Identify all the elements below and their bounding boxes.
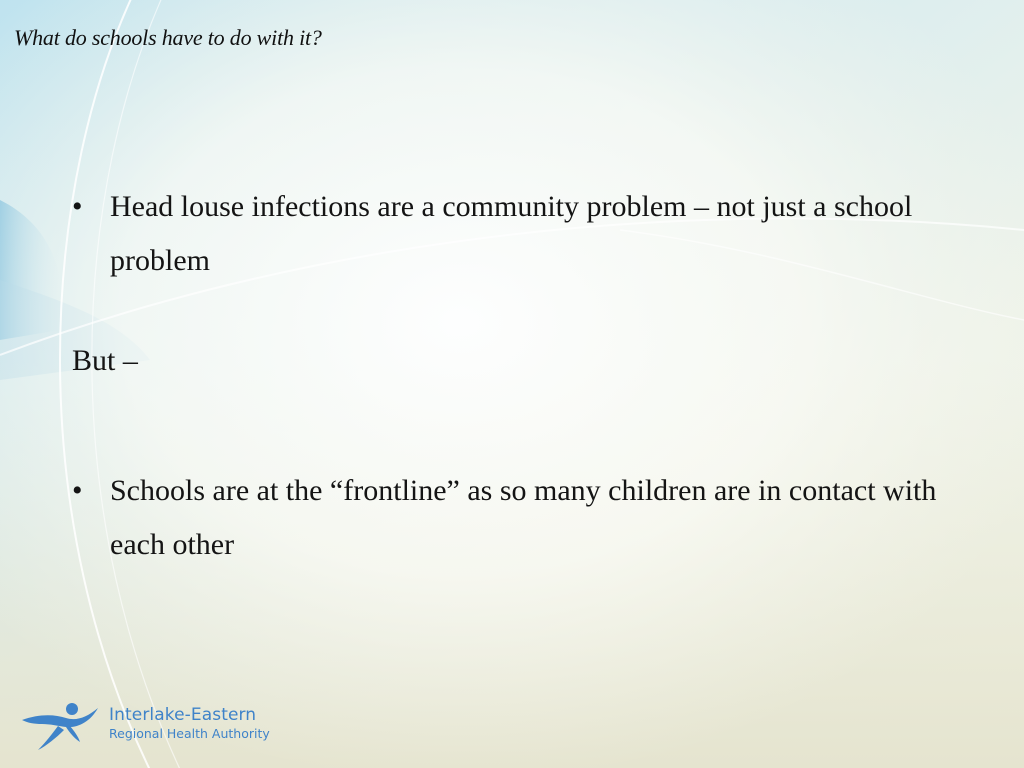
bullet-dot: • — [72, 190, 83, 223]
bullet-item — [72, 180, 972, 288]
logo-subtitle: Regional Health Authority — [109, 726, 270, 741]
logo-name: Interlake-Eastern — [109, 705, 257, 725]
running-figure-icon — [20, 700, 100, 752]
slide-title: What do schools have to do with it? — [14, 25, 322, 50]
bullet-text: Head louse infections are a community problem – not just a school problem — [110, 190, 913, 277]
bullet-dot: • — [72, 474, 83, 507]
bullet-text: Schools are at the “frontline” as so many children are in contact with each other — [110, 474, 937, 561]
organization-logo — [20, 700, 310, 756]
slide-body — [72, 180, 972, 572]
bullet-item — [72, 464, 972, 572]
interlude-text: But – — [72, 344, 138, 377]
